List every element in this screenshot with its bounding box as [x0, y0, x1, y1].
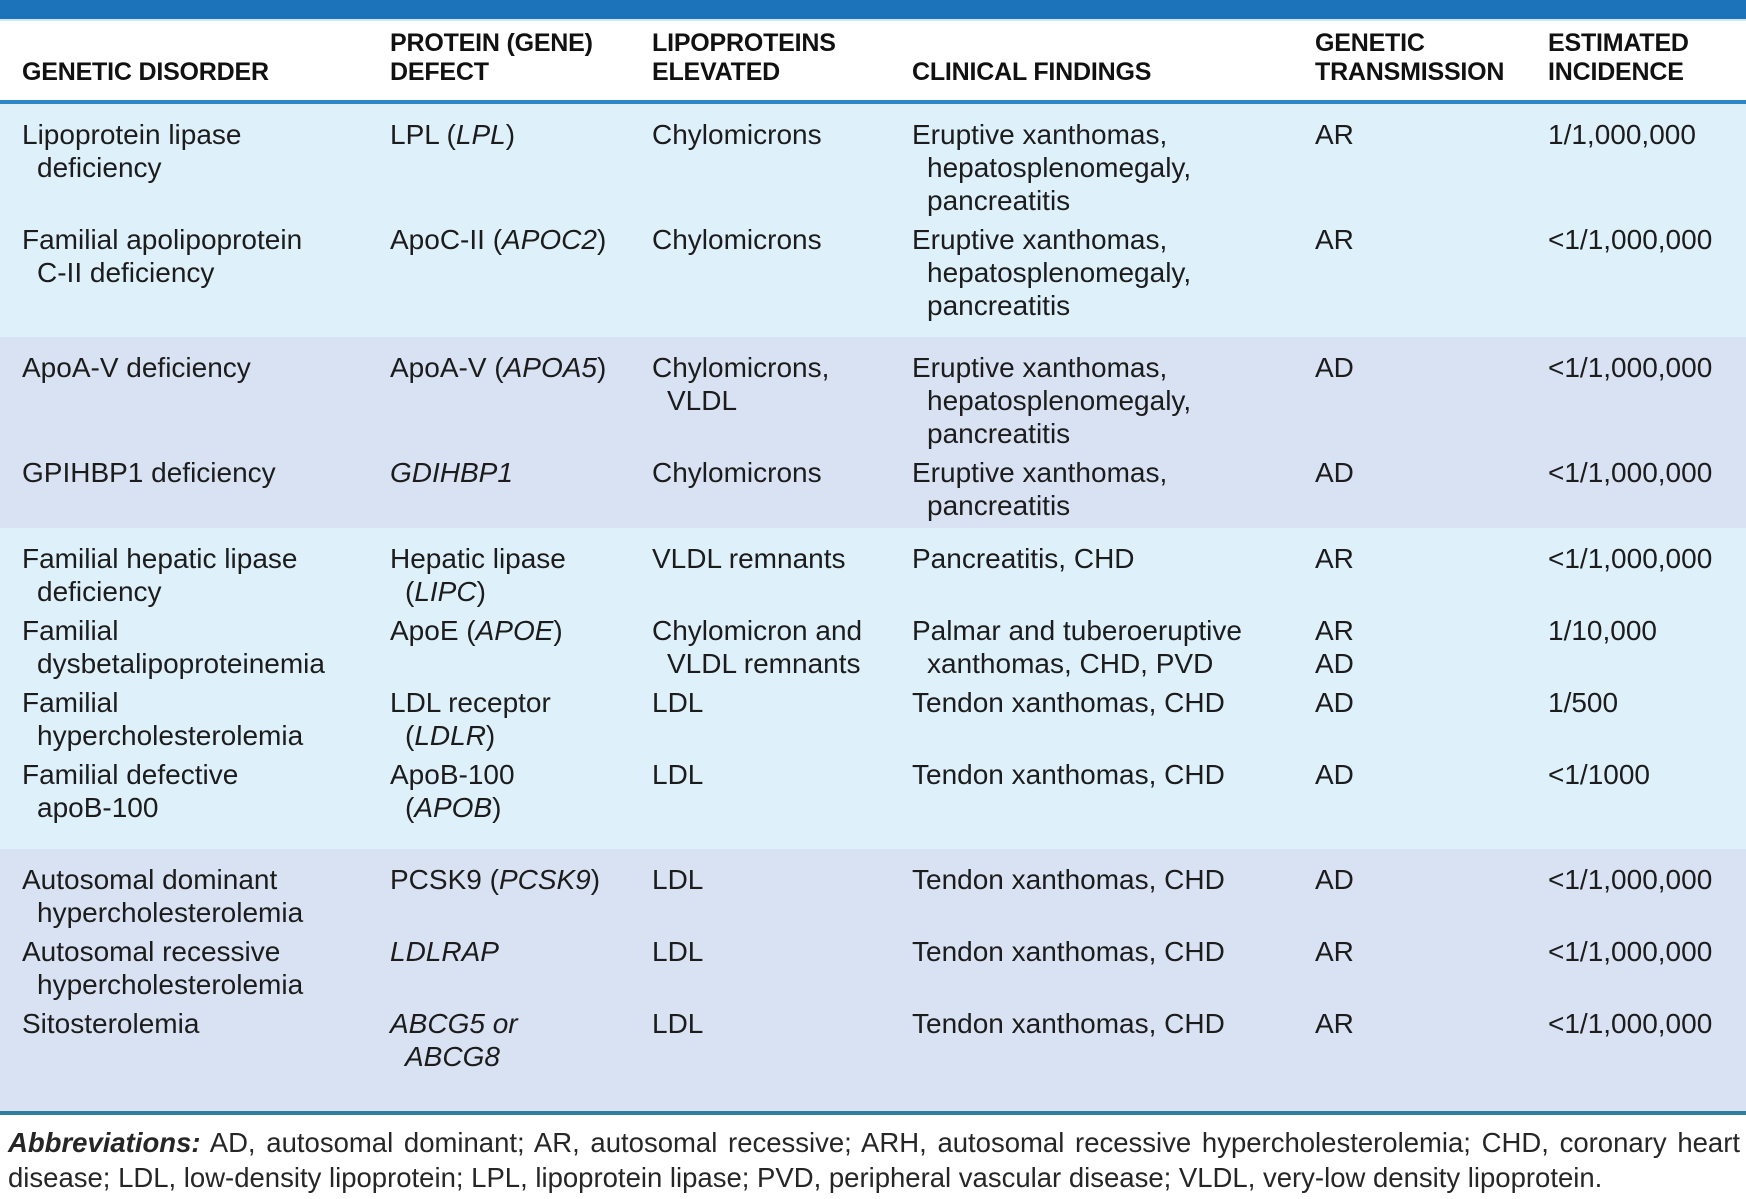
- cell-protein-line: [390, 719, 644, 752]
- cell-transmission-line: [1315, 542, 1540, 575]
- cell-lipoproteins-line: [652, 542, 904, 575]
- cell-clinical: [912, 337, 1315, 450]
- cell-transmission-line: [1315, 758, 1540, 791]
- cell-lipoproteins-text: LDL: [652, 936, 704, 967]
- cell-protein-text: ): [485, 720, 496, 751]
- cell-protein-text: ): [505, 119, 516, 150]
- cell-lipoproteins: [652, 849, 912, 929]
- cell-disorder-line: [22, 686, 382, 719]
- cell-transmission-line: [1315, 863, 1540, 896]
- cell-transmission: [1315, 217, 1548, 337]
- cell-protein-text: PCSK9: [498, 864, 591, 895]
- cell-protein-text: ): [476, 576, 486, 607]
- cell-incidence: [1548, 752, 1746, 849]
- cell-disorder-text: Familial: [22, 615, 119, 646]
- cell-clinical-line: [912, 1007, 1307, 1040]
- cell-disorder: [0, 849, 390, 929]
- cell-incidence-line: [1548, 351, 1738, 384]
- cell-lipoproteins: [652, 102, 912, 217]
- cell-lipoproteins-line: [652, 456, 904, 489]
- cell-transmission-text: AR: [1315, 615, 1354, 646]
- cell-transmission-text: AD: [1315, 457, 1354, 488]
- cell-transmission: [1315, 528, 1548, 608]
- cell-transmission: [1315, 929, 1548, 1001]
- cell-lipoproteins-text: Chylomicrons,: [652, 352, 830, 383]
- cell-transmission: [1315, 680, 1548, 752]
- cell-incidence-line: [1548, 863, 1738, 896]
- cell-protein-text: LDL receptor: [390, 687, 551, 718]
- cell-clinical-text: Tendon xanthomas, CHD: [912, 1008, 1225, 1039]
- cell-clinical-line: [912, 542, 1307, 575]
- cell-transmission-text: AR: [1315, 119, 1354, 150]
- cell-incidence: [1548, 608, 1746, 680]
- cell-incidence-text: <1/1,000,000: [1548, 864, 1713, 895]
- cell-lipoproteins-line: [652, 1007, 904, 1040]
- cell-disorder: [0, 680, 390, 752]
- cell-disorder-line: [22, 223, 382, 256]
- table-row: [0, 528, 1746, 608]
- cell-protein-text: ): [597, 352, 607, 383]
- cell-incidence: [1548, 1001, 1746, 1111]
- cell-lipoproteins-line: [652, 384, 904, 417]
- cell-protein-text: LPL (: [390, 119, 456, 150]
- cell-disorder: [0, 528, 390, 608]
- genetic-disorders-table: [0, 21, 1746, 1111]
- cell-clinical-text: pancreatitis: [927, 490, 1071, 521]
- abbreviations-text: disease; LDL, low-density lipoprotein; LPL, lipoprotein lipase; PVD, peripheral vascular disease; VLDL, very-low density lipoprotein.: [8, 1162, 1603, 1193]
- column-header-incidence-line: INCIDENCE: [1548, 58, 1684, 86]
- cell-clinical: [912, 450, 1315, 528]
- cell-lipoproteins-text: LDL: [652, 759, 704, 790]
- column-header-transmission-line: GENETIC: [1315, 29, 1425, 57]
- cell-clinical-line: [912, 289, 1307, 322]
- cell-protein-text: ABCG5 or: [390, 1008, 518, 1039]
- table-row: [0, 929, 1746, 1001]
- cell-protein-text: ABCG8: [405, 1041, 500, 1072]
- cell-protein: [390, 217, 652, 337]
- cell-clinical-text: Tendon xanthomas, CHD: [912, 759, 1225, 790]
- cell-lipoproteins-line: [652, 935, 904, 968]
- cell-disorder: [0, 217, 390, 337]
- table-row: [0, 849, 1746, 929]
- cell-lipoproteins-text: Chylomicrons: [652, 119, 822, 150]
- cell-disorder-line: [22, 575, 382, 608]
- cell-protein-line: [390, 935, 644, 968]
- cell-transmission: [1315, 102, 1548, 217]
- cell-disorder-text: hypercholesterolemia: [37, 897, 304, 928]
- cell-disorder: [0, 450, 390, 528]
- table-row: [0, 450, 1746, 528]
- cell-protein-line: [390, 791, 644, 824]
- cell-protein-text: APOB: [414, 792, 493, 823]
- cell-lipoproteins: [652, 680, 912, 752]
- cell-protein-line: [390, 1007, 644, 1040]
- cell-incidence-line: [1548, 1007, 1738, 1040]
- cell-disorder-text: Sitosterolemia: [22, 1008, 200, 1039]
- cell-disorder-text: Familial defective: [22, 759, 239, 790]
- cell-protein: [390, 849, 652, 929]
- cell-protein: [390, 680, 652, 752]
- cell-protein-text: GDIHBP1: [390, 457, 513, 488]
- cell-lipoproteins-line: [652, 614, 904, 647]
- cell-protein-text: APOE: [475, 615, 554, 646]
- cell-clinical-line: [912, 223, 1307, 256]
- abbreviations-line: [8, 1160, 1740, 1195]
- cell-transmission: [1315, 337, 1548, 450]
- cell-clinical: [912, 1001, 1315, 1111]
- cell-incidence: [1548, 849, 1746, 929]
- cell-lipoproteins-text: VLDL remnants: [652, 543, 846, 574]
- cell-disorder-line: [22, 935, 382, 968]
- cell-clinical-line: [912, 384, 1307, 417]
- cell-incidence-text: 1/10,000: [1548, 615, 1657, 646]
- cell-disorder-line: [22, 968, 382, 1001]
- cell-transmission-text: AR: [1315, 936, 1354, 967]
- cell-lipoproteins-line: [652, 686, 904, 719]
- table-row: [0, 608, 1746, 680]
- cell-transmission-text: AD: [1315, 687, 1354, 718]
- cell-protein-line: [390, 1040, 644, 1073]
- cell-clinical-line: [912, 489, 1307, 522]
- cell-disorder: [0, 1001, 390, 1111]
- column-header-disorder-line: GENETIC DISORDER: [22, 58, 269, 86]
- cell-clinical-text: hepatosplenomegaly,: [927, 385, 1192, 416]
- cell-protein-text: ): [553, 615, 563, 646]
- cell-incidence-line: [1548, 542, 1738, 575]
- table-row: [0, 1001, 1746, 1111]
- cell-clinical-text: Eruptive xanthomas,: [912, 224, 1168, 255]
- cell-disorder-line: [22, 758, 382, 791]
- cell-disorder-text: apoB-100: [37, 792, 159, 823]
- cell-clinical-text: pancreatitis: [927, 185, 1071, 216]
- cell-disorder: [0, 752, 390, 849]
- cell-lipoproteins-line: [652, 118, 904, 151]
- cell-clinical-text: pancreatitis: [927, 290, 1071, 321]
- cell-transmission-line: [1315, 1007, 1540, 1040]
- cell-incidence-text: 1/1,000,000: [1548, 119, 1696, 150]
- cell-lipoproteins: [652, 1001, 912, 1111]
- cell-lipoproteins: [652, 450, 912, 528]
- cell-clinical-text: Eruptive xanthomas,: [912, 352, 1168, 383]
- cell-incidence-text: <1/1,000,000: [1548, 1008, 1713, 1039]
- cell-disorder-line: [22, 719, 382, 752]
- table-row: [0, 680, 1746, 752]
- cell-transmission-text: AD: [1315, 759, 1354, 790]
- column-header-protein-line: PROTEIN (GENE): [390, 29, 593, 57]
- cell-disorder-text: Familial: [22, 687, 119, 718]
- cell-disorder-line: [22, 542, 382, 575]
- cell-incidence-line: [1548, 223, 1738, 256]
- cell-disorder-line: [22, 256, 382, 289]
- cell-clinical-text: Eruptive xanthomas,: [912, 457, 1168, 488]
- cell-protein: [390, 929, 652, 1001]
- cell-protein-text: ApoB-100: [390, 759, 515, 790]
- cell-clinical: [912, 528, 1315, 608]
- cell-disorder-text: hypercholesterolemia: [37, 969, 304, 1000]
- cell-protein-text: ApoA-V (: [390, 352, 504, 383]
- cell-lipoproteins-text: Chylomicron and: [652, 615, 863, 646]
- column-header-lipoproteins-line: LIPOPROTEINS: [652, 29, 836, 57]
- cell-incidence-text: <1/1,000,000: [1548, 224, 1713, 255]
- cell-clinical-line: [912, 614, 1307, 647]
- cell-disorder-text: Lipoprotein lipase: [22, 119, 242, 150]
- cell-incidence: [1548, 337, 1746, 450]
- cell-disorder-text: ApoA-V deficiency: [22, 352, 251, 383]
- cell-incidence-text: <1/1,000,000: [1548, 457, 1713, 488]
- column-header-clinical-line: CLINICAL FINDINGS: [912, 58, 1152, 86]
- cell-clinical: [912, 102, 1315, 217]
- cell-transmission-text: AD: [1315, 352, 1354, 383]
- cell-disorder-line: [22, 351, 382, 384]
- cell-protein: [390, 528, 652, 608]
- cell-protein-text: ): [492, 792, 502, 823]
- cell-clinical-line: [912, 935, 1307, 968]
- cell-clinical-text: pancreatitis: [927, 418, 1071, 449]
- cell-protein: [390, 752, 652, 849]
- cell-incidence-line: [1548, 758, 1738, 791]
- cell-incidence: [1548, 217, 1746, 337]
- column-header-lipoproteins: [652, 21, 912, 102]
- cell-disorder-line: [22, 1007, 382, 1040]
- cell-disorder-text: deficiency: [37, 576, 162, 607]
- abbreviations-text: AD, autosomal dominant; AR, autosomal recessive; ARH, autosomal recessive hypercholesterolemia; CHD, coronary heart: [200, 1127, 1740, 1158]
- cell-protein-text: APOA5: [503, 352, 597, 383]
- column-header-incidence: [1548, 21, 1746, 102]
- cell-lipoproteins-line: [652, 758, 904, 791]
- cell-protein-line: [390, 223, 644, 256]
- cell-transmission-line: [1315, 456, 1540, 489]
- cell-lipoproteins: [652, 608, 912, 680]
- table-body: [0, 102, 1746, 1111]
- cell-incidence: [1548, 450, 1746, 528]
- cell-lipoproteins-line: [652, 647, 904, 680]
- cell-clinical-text: hepatosplenomegaly,: [927, 257, 1192, 288]
- cell-disorder-line: [22, 896, 382, 929]
- cell-protein-line: [390, 456, 644, 489]
- cell-lipoproteins-text: Chylomicrons: [652, 224, 822, 255]
- cell-protein: [390, 102, 652, 217]
- cell-incidence: [1548, 528, 1746, 608]
- header-row: [0, 21, 1746, 102]
- cell-clinical-text: Pancreatitis, CHD: [912, 543, 1135, 574]
- cell-lipoproteins: [652, 337, 912, 450]
- cell-protein-text: Hepatic lipase: [390, 543, 566, 574]
- cell-lipoproteins-text: VLDL: [667, 385, 738, 416]
- cell-protein-line: [390, 758, 644, 791]
- cell-incidence-line: [1548, 686, 1738, 719]
- cell-protein-line: [390, 614, 644, 647]
- table-row: [0, 752, 1746, 849]
- cell-incidence-text: <1/1,000,000: [1548, 543, 1713, 574]
- cell-lipoproteins-text: VLDL remnants: [667, 648, 861, 679]
- cell-disorder-line: [22, 151, 382, 184]
- cell-incidence-text: <1/1,000,000: [1548, 352, 1713, 383]
- cell-protein-line: [390, 863, 644, 896]
- cell-protein-line: [390, 118, 644, 151]
- cell-disorder-line: [22, 118, 382, 151]
- cell-transmission-line: [1315, 118, 1540, 151]
- cell-protein-text: ApoC-II (: [390, 224, 503, 255]
- cell-protein: [390, 450, 652, 528]
- cell-incidence-line: [1548, 456, 1738, 489]
- cell-lipoproteins: [652, 929, 912, 1001]
- cell-disorder-text: Familial hepatic lipase: [22, 543, 298, 574]
- cell-clinical: [912, 929, 1315, 1001]
- cell-clinical-line: [912, 184, 1307, 217]
- cell-clinical-text: xanthomas, CHD, PVD: [927, 648, 1214, 679]
- column-header-clinical: [912, 21, 1315, 102]
- cell-protein-text: APOC2: [502, 224, 597, 255]
- cell-clinical-line: [912, 118, 1307, 151]
- cell-disorder-text: hypercholesterolemia: [37, 720, 304, 751]
- cell-incidence-line: [1548, 614, 1738, 647]
- cell-transmission-text: AR: [1315, 1008, 1354, 1039]
- cell-clinical: [912, 849, 1315, 929]
- cell-protein: [390, 337, 652, 450]
- abbreviations-line: [8, 1125, 1740, 1160]
- cell-protein-text: (: [405, 576, 415, 607]
- cell-clinical-text: Tendon xanthomas, CHD: [912, 936, 1225, 967]
- cell-clinical: [912, 217, 1315, 337]
- cell-lipoproteins-text: LDL: [652, 1008, 704, 1039]
- column-header-transmission: [1315, 21, 1548, 102]
- cell-transmission: [1315, 752, 1548, 849]
- table-row: [0, 337, 1746, 450]
- cell-protein-text: LIPC: [414, 576, 477, 607]
- cell-protein-text: LDLR: [414, 720, 486, 751]
- table-row: [0, 217, 1746, 337]
- cell-clinical-line: [912, 351, 1307, 384]
- cell-disorder-line: [22, 791, 382, 824]
- cell-transmission-line: [1315, 223, 1540, 256]
- cell-clinical: [912, 608, 1315, 680]
- cell-clinical-line: [912, 863, 1307, 896]
- cell-transmission-text: AR: [1315, 224, 1354, 255]
- cell-protein-text: ): [596, 224, 607, 255]
- table-row: [0, 102, 1746, 217]
- cell-transmission-line: [1315, 686, 1540, 719]
- cell-protein-text: PCSK9 (: [390, 864, 499, 895]
- cell-disorder: [0, 608, 390, 680]
- cell-protein-line: [390, 575, 644, 608]
- cell-transmission-line: [1315, 351, 1540, 384]
- cell-disorder-text: Familial apolipoprotein: [22, 224, 303, 255]
- table-wrapper: [0, 21, 1746, 1115]
- cell-disorder-text: C-II deficiency: [37, 257, 215, 288]
- cell-disorder-text: deficiency: [37, 152, 162, 183]
- cell-transmission: [1315, 849, 1548, 929]
- cell-clinical: [912, 680, 1315, 752]
- cell-lipoproteins: [652, 528, 912, 608]
- cell-lipoproteins-line: [652, 351, 904, 384]
- cell-disorder-line: [22, 614, 382, 647]
- cell-disorder-text: GPIHBP1 deficiency: [22, 457, 276, 488]
- column-header-protein: [390, 21, 652, 102]
- cell-disorder-text: Autosomal recessive: [22, 936, 281, 967]
- cell-protein-text: ): [590, 864, 601, 895]
- cell-transmission-text: AR: [1315, 543, 1354, 574]
- cell-disorder-line: [22, 863, 382, 896]
- cell-incidence-line: [1548, 118, 1738, 151]
- cell-protein: [390, 608, 652, 680]
- cell-lipoproteins-line: [652, 863, 904, 896]
- cell-protein-text: (: [405, 792, 415, 823]
- cell-transmission: [1315, 450, 1548, 528]
- cell-disorder: [0, 102, 390, 217]
- cell-protein-line: [390, 542, 644, 575]
- cell-protein-text: LDLRAP: [390, 936, 499, 967]
- cell-protein-text: (: [405, 720, 415, 751]
- cell-clinical-text: Eruptive xanthomas,: [912, 119, 1168, 150]
- column-header-transmission-line: TRANSMISSION: [1315, 58, 1505, 86]
- cell-transmission: [1315, 1001, 1548, 1111]
- cell-protein-text: LPL: [455, 119, 506, 150]
- cell-clinical: [912, 752, 1315, 849]
- cell-protein: [390, 1001, 652, 1111]
- cell-disorder-line: [22, 647, 382, 680]
- cell-transmission: [1315, 608, 1548, 680]
- cell-disorder-line: [22, 456, 382, 489]
- cell-lipoproteins-line: [652, 223, 904, 256]
- cell-transmission-line: [1315, 614, 1540, 647]
- cell-incidence-line: [1548, 935, 1738, 968]
- cell-transmission-text: AD: [1315, 864, 1354, 895]
- cell-lipoproteins: [652, 217, 912, 337]
- cell-clinical-line: [912, 256, 1307, 289]
- cell-clinical-line: [912, 647, 1307, 680]
- cell-clinical-text: hepatosplenomegaly,: [927, 152, 1192, 183]
- cell-transmission-line: [1315, 935, 1540, 968]
- cell-disorder: [0, 929, 390, 1001]
- column-header-disorder: [0, 21, 390, 102]
- cell-incidence-text: 1/500: [1548, 687, 1619, 718]
- abbreviations-note: [0, 1125, 1746, 1195]
- cell-clinical-line: [912, 151, 1307, 184]
- column-header-lipoproteins-line: ELEVATED: [652, 58, 781, 86]
- cell-transmission-text: AD: [1315, 648, 1354, 679]
- abbreviations-label: Abbreviations:: [8, 1127, 201, 1158]
- cell-clinical-text: Tendon xanthomas, CHD: [912, 687, 1225, 718]
- cell-clinical-text: Tendon xanthomas, CHD: [912, 864, 1225, 895]
- cell-disorder: [0, 337, 390, 450]
- cell-protein-line: [390, 351, 644, 384]
- cell-incidence: [1548, 102, 1746, 217]
- cell-disorder-text: Autosomal dominant: [22, 864, 278, 895]
- cell-clinical-line: [912, 456, 1307, 489]
- cell-incidence-text: <1/1,000,000: [1548, 936, 1713, 967]
- column-header-protein-line: DEFECT: [390, 58, 489, 86]
- column-header-incidence-line: ESTIMATED: [1548, 29, 1689, 57]
- table-header: [0, 21, 1746, 102]
- cell-incidence: [1548, 929, 1746, 1001]
- cell-clinical-line: [912, 686, 1307, 719]
- cell-protein-text: ApoE (: [390, 615, 476, 646]
- cell-lipoproteins-text: Chylomicrons: [652, 457, 822, 488]
- cell-lipoproteins-text: LDL: [652, 687, 704, 718]
- cell-incidence-text: <1/1000: [1548, 759, 1650, 790]
- cell-clinical-line: [912, 758, 1307, 791]
- cell-incidence: [1548, 680, 1746, 752]
- cell-clinical-text: Palmar and tuberoeruptive: [912, 615, 1242, 646]
- cell-protein-line: [390, 686, 644, 719]
- cell-disorder-text: dysbetalipoproteinemia: [37, 648, 325, 679]
- cell-transmission-line: [1315, 647, 1540, 680]
- cell-lipoproteins: [652, 752, 912, 849]
- table-top-accent-bar: [0, 0, 1746, 21]
- cell-clinical-line: [912, 417, 1307, 450]
- cell-lipoproteins-text: LDL: [652, 864, 704, 895]
